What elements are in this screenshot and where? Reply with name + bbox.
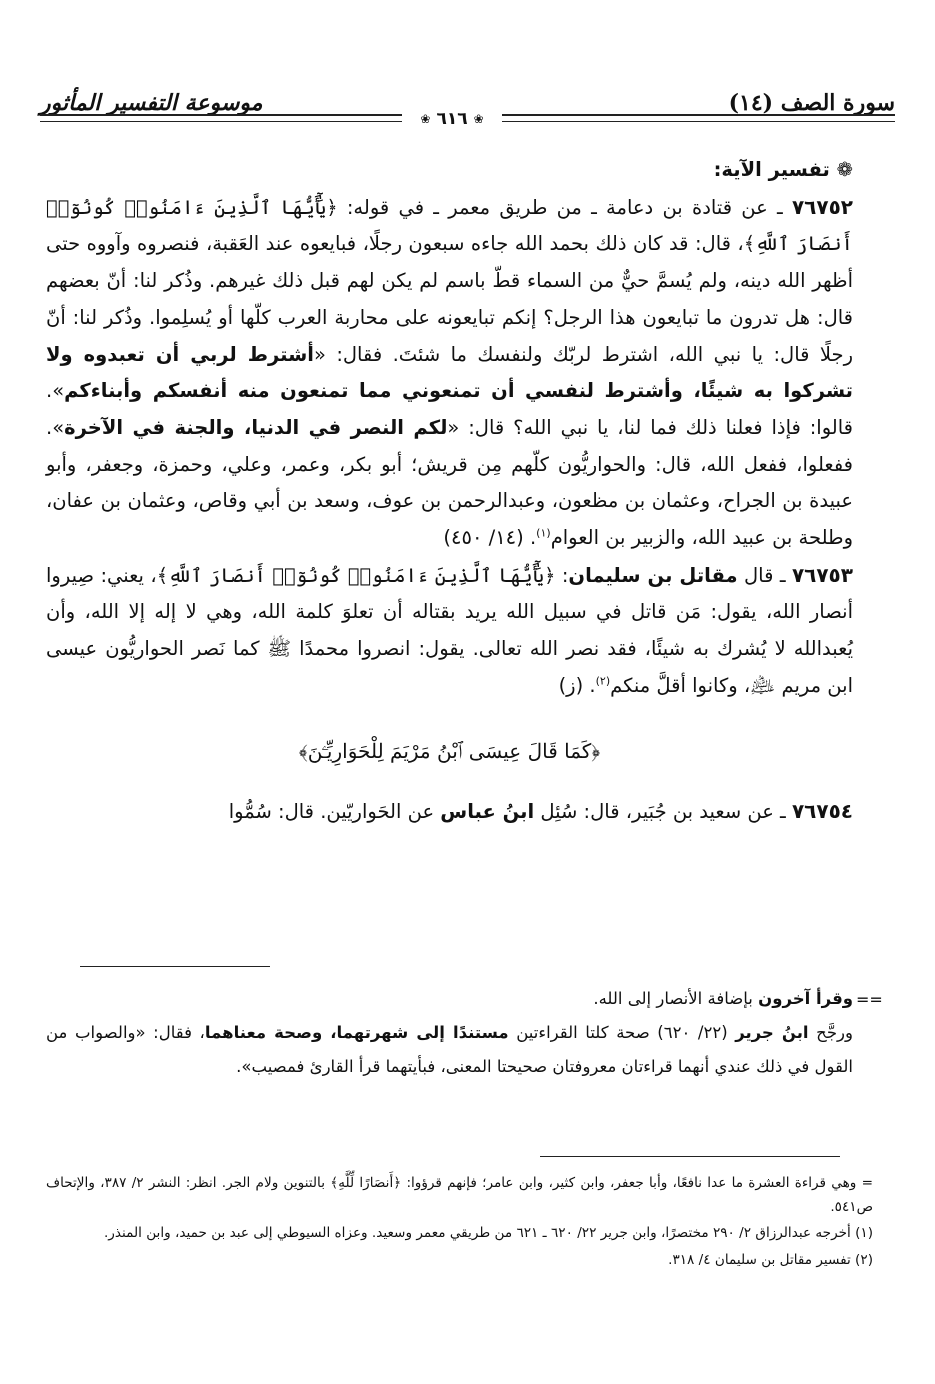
- book-title: موسوعة التفسير المأثور: [40, 90, 263, 116]
- entry-76754: ٧٦٧٥٤ ـ عن سعيد بن جُبَير، قال: سُئِل ابنُ عباس عن الحَواريّين. قال: سُمُّوا: [228, 799, 853, 824]
- flower-icon: ❁: [836, 158, 853, 181]
- section-heading: ❁ تفسير الآية:: [713, 158, 853, 181]
- footnote-ref[interactable]: (١): [536, 526, 551, 540]
- quran-quote: ﴿يَٰٓأَيُّهَا ٱلَّذِينَ ءَامَنُوا۟ كُونُوٓا۟ أَنصَارَ ٱللَّهِ﴾: [156, 563, 556, 587]
- footnote: = وهي قراءة العشرة ما عدا نافعًا، وأبا جعفر، وابن كثير، وابن عامر؛ فإنهم قرؤوا: ﴿أَنصَارًا لِّلَّهِ﴾ بالتنوين ولام الجر. انظر: النشر ٢/ ٣٨٧، والإتحاف ص٥٤١.: [46, 1175, 873, 1215]
- main-text: [46, 152, 853, 831]
- page-number-box: [402, 106, 502, 132]
- ornament-icon: ❀: [420, 112, 431, 126]
- footnotes: [46, 1172, 873, 1275]
- footnote-rule: [540, 1156, 840, 1157]
- note-paragraph: وقرأ آخرون بإضافة الأنصار إلى الله.: [593, 989, 853, 1008]
- ayah-heading: ﴿كَمَا قَالَ عِيسَى ٱبْنُ مَرْيَمَ لِلْحَوَارِيِّـۧنَ﴾: [298, 738, 601, 763]
- author-name: مقاتل بن سليمان: [568, 563, 738, 587]
- footnote: (٢) تفسير مقاتل بن سليمان ٤/ ٣١٨.: [668, 1251, 873, 1268]
- page-number: ٦١٦: [436, 109, 468, 129]
- entry-number: ٧٦٧٥٢: [791, 194, 853, 219]
- separator-rule: [80, 966, 270, 967]
- entry-76752: ٧٦٧٥٢ ـ عن قتادة بن دعامة ـ من طريق معمر ـ في قوله: ﴿يَٰٓأَيُّهَا ٱلَّذِينَ ءَامَنُوا۟ كُونُوٓا۟ أَنصَارَ ٱللَّهِ﴾، قال: قد كان ذلك بحمد الله جاءه سبعون رجلًا، فبايعوه عند العَقبة، فنصروه وآووه حتى أظهر الله دينه، ولم يُسمَّ حيٌّ من السماء قطّ باسم لم يكن لهم قبل ذلك غيرهم. وذُكر لنا: أنّ بعضهم قال: هل تدرون ما تبايعون هذا الرجل؟ إنكم تبايعونه على محاربة العرب كلّها أو يُسلِموا. وذُكر لنا: أنّ رجلًا قال: يا نبي الله، اشترط لربّك ولنفسك ما شئتَ. فقال: «أشترط لربي أن تعبدوه ولا تشركوا به شيئًا، وأشترط لنفسي أن تمنعوني مما تمنعون منه أنفسكم وأبناءكم». قالوا: فإذا فعلنا ذلك فما لنا، يا نبي الله؟ قال: «لكم النصر في الدنيا، والجنة في الآخرة». ففعلوا، ففعل الله، قال: والحواريُّون كلّهم مِن قريش؛ أبو بكر، وعمر، وعلي، وحمزة، وجعفر، وأبو عبيدة بن الجراح، وعثمان بن مظعون، وعبدالرحمن بن عوف، وسعد بن أبي وقاص، وعثمان بن عفان، وطلحة بن عبيد الله، والزبير بن العوام$^{(١)}$. (١٤/ ٤٥٠): [46, 194, 854, 550]
- narrator-name: ابنُ عباس: [440, 800, 535, 824]
- entry-number: ٧٦٧٥٣: [791, 562, 853, 587]
- hadith-bold: لكم النصر في الدنيا، والجنة في الآخرة: [64, 415, 448, 439]
- note-paragraph: ورجَّح ابنُ جرير (٢٢/ ٦٢٠) صحة كلتا القراءتين مستندًا إلى شهرتهما، وصحة معناهما، فقال: «والصواب من القول في ذلك عندي أنهما قراءتان معروفتان صحيحتا المعنى، فبأيتهما قرأ القارئ فمصيب».: [46, 1023, 853, 1076]
- entry-number: ٧٦٧٥٤: [791, 799, 853, 824]
- continuation-note: [46, 982, 853, 1084]
- hadith-bold: أشترط لربي أن تعبدوه ولا تشركوا به شيئًا، وأشترط لنفسي أن تمنعوني مما تمنعون منه أنفسكم وأبناءكم: [46, 342, 853, 403]
- surah-name: سورة الصف (١٤): [728, 90, 895, 116]
- continuation-marker: ==: [856, 990, 883, 1009]
- quran-quote: ﴿يَٰٓأَيُّهَا ٱلَّذِينَ ءَامَنُوا۟ كُونُوٓا۟ أَنصَارَ ٱللَّهِ﴾: [46, 195, 853, 256]
- ornament-icon: ❀: [473, 112, 484, 126]
- entry-76753: ٧٦٧٥٣ ـ قال مقاتل بن سليمان: ﴿يَٰٓأَيُّهَا ٱلَّذِينَ ءَامَنُوا۟ كُونُوٓا۟ أَنصَارَ ٱللَّهِ﴾، يعني: صِيروا أنصار الله، يقول: مَن قاتل في سبيل الله يريد بقتاله أن تعلوَ كلمة الله، وهي لا إله إلا الله، وأن يُعبدالله لا يُشرك به شيئًا، فقد نصر الله تعالى. يقول: انصروا محمدًا ﷺ كما نَصر الحواريُّون عيسى ابن مريم ﵇، وكانوا أقلَّ منكم$^{(٢)}$. (ز): [46, 562, 853, 697]
- footnote: (١) أخرجه عبدالرزاق ٢/ ٢٩٠ مختصرًا، وابن جرير ٢٢/ ٦٢٠ ـ ٦٢١ من طريقي معمر وسعيد. وعزاه السيوطي إلى عبد بن حميد، وابن المنذر.: [103, 1225, 873, 1241]
- footnote-ref[interactable]: (٢): [595, 674, 611, 688]
